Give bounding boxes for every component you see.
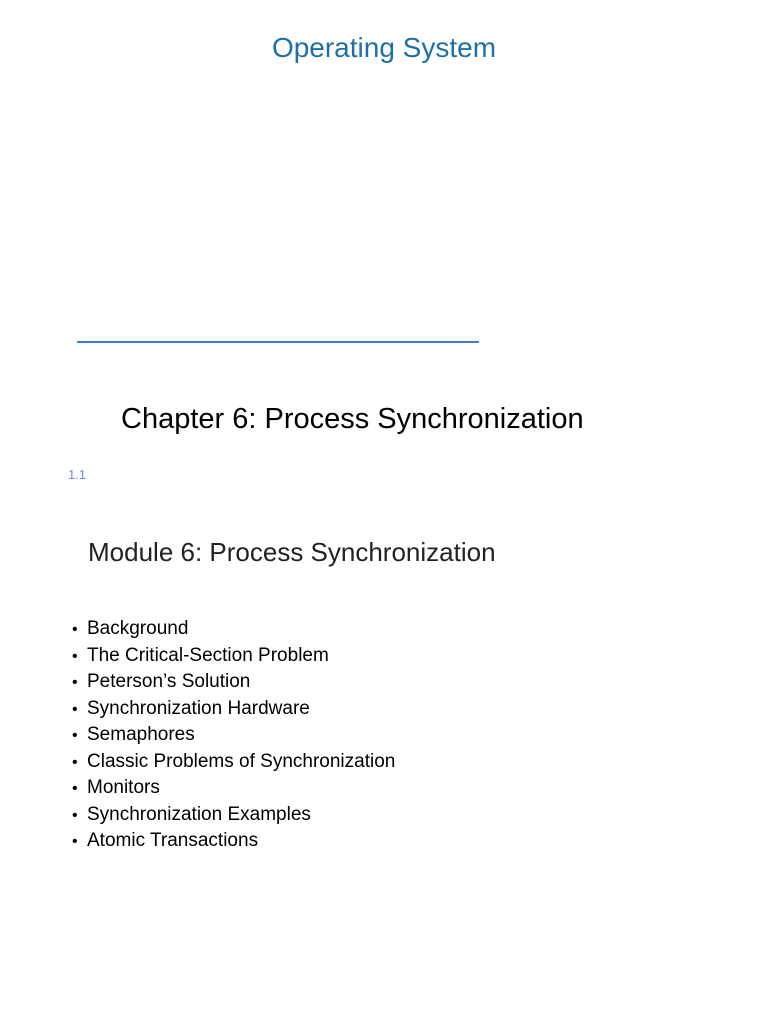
document-title: Operating System <box>271 32 497 63</box>
bullet-icon: • <box>72 700 78 718</box>
bullet-icon: • <box>72 727 78 744</box>
module-title: Module 6: Process Synchronization <box>88 537 496 567</box>
topic-label: The Critical-Section Problem <box>87 644 329 666</box>
topic-label: Synchronization Examples <box>87 803 311 825</box>
topic-label: Classic Problems of Synchronization <box>87 750 396 772</box>
topic-label: Atomic Transactions <box>87 830 259 851</box>
list-item <box>72 749 395 776</box>
topic-label: Background <box>87 618 189 639</box>
bullet-icon: • <box>72 647 78 665</box>
chapter-title: Chapter 6: Process Synchronization <box>121 403 584 435</box>
topic-label: Monitors <box>87 777 160 798</box>
bullet-icon: • <box>72 806 78 824</box>
bullet-icon: • <box>72 833 78 850</box>
list-item <box>72 802 395 829</box>
topic-label: Synchronization Hardware <box>87 697 310 719</box>
list-item <box>72 722 395 749</box>
list-item <box>72 696 395 723</box>
list-item <box>72 828 395 855</box>
topic-list <box>72 616 395 855</box>
list-item <box>72 616 395 643</box>
bullet-icon: • <box>72 780 78 797</box>
bullet-icon: • <box>72 621 78 638</box>
bullet-icon: • <box>72 753 78 771</box>
list-item <box>72 775 395 802</box>
topic-label: Semaphores <box>87 724 195 745</box>
title-divider <box>77 341 479 343</box>
slide-number: 1.1 <box>68 467 87 482</box>
list-item <box>72 643 395 670</box>
topic-label: Peterson’s Solution <box>87 671 251 692</box>
list-item <box>72 669 395 696</box>
bullet-icon: • <box>72 674 78 691</box>
